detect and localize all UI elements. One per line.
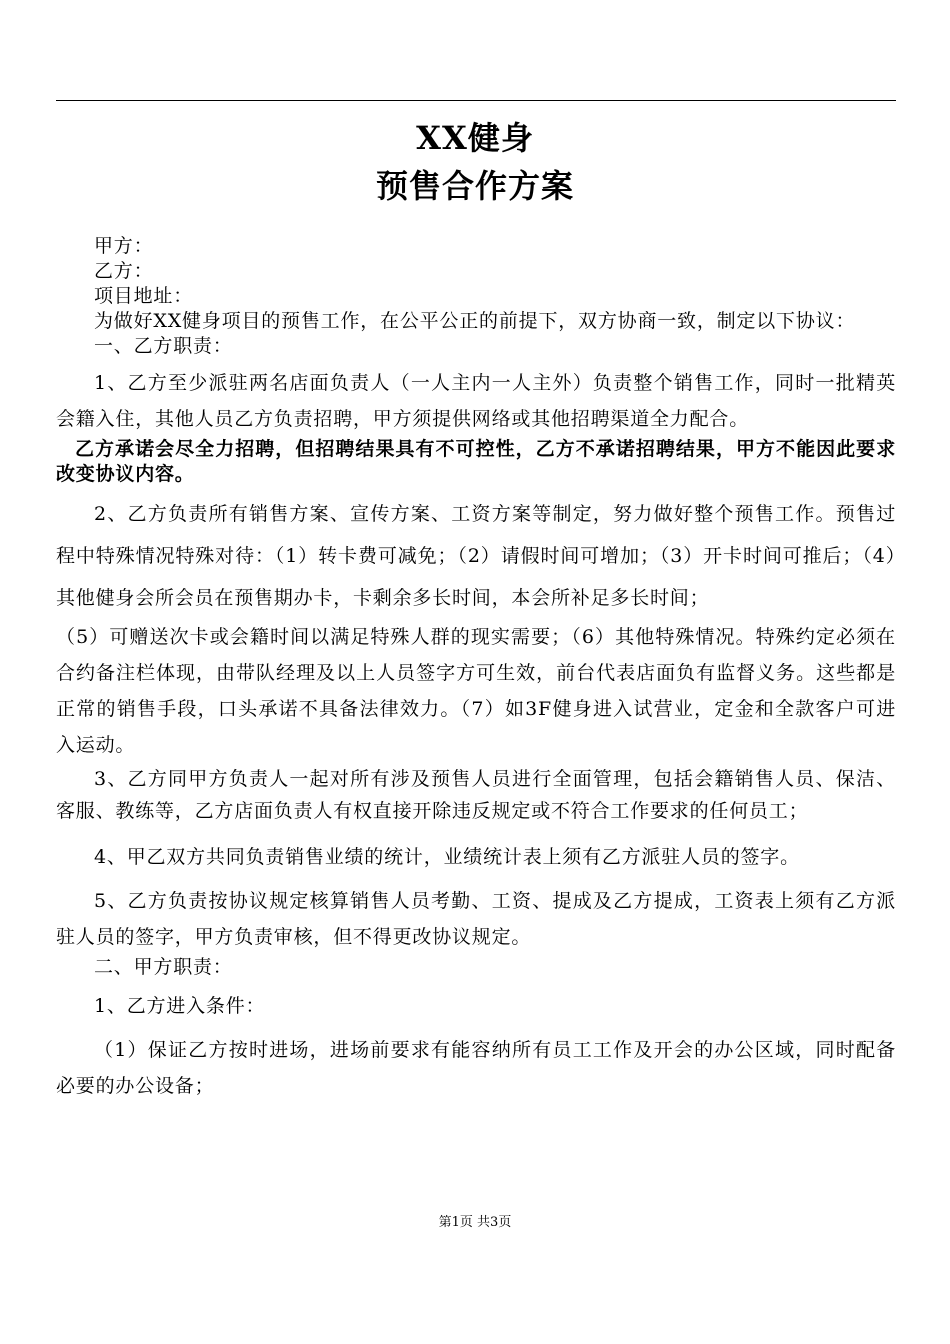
document-body	[56, 234, 896, 1104]
document-subtitle: 预售合作方案	[375, 167, 574, 205]
document-title: XX健身	[416, 119, 534, 157]
party-a-field: 甲方：	[94, 235, 154, 257]
section1-item1-bold-note: 乙方承诺会尽全力招聘，但招聘结果具有不可控性，乙方不承诺招聘结果，甲方不能因此要求改变协议内容。	[56, 438, 896, 485]
section2-heading: 二、甲方职责：	[94, 956, 233, 978]
party-b-field: 乙方：	[94, 260, 154, 282]
section1-item2-part1: 2、乙方负责所有销售方案、宣传方案、工资方案等制定，努力做好整个预售工作。预售过程中特殊情况特殊对待：（1）转卡费可减免；（2）请假时间可增加；（3）开卡时间可推后；（4）其他健身会所会员在预售期办卡，卡剩余多长时间，本会所补足多长时间；	[56, 503, 896, 609]
page-number: 第1页 共3页	[438, 1215, 512, 1230]
section2-item1-1: （1）保证乙方按时进场，进场前要求有能容纳所有员工工作及开会的办公区域，同时配备必要的办公设备；	[56, 1039, 896, 1097]
section1-heading: 一、乙方职责：	[94, 335, 233, 357]
section1-item4: 4、甲乙双方共同负责销售业绩的统计，业绩统计表上须有乙方派驻人员的签字。	[94, 846, 800, 868]
section1-item5: 5、乙方负责按协议规定核算销售人员考勤、工资、提成及乙方提成，工资表上须有乙方派驻人员的签字，甲方负责审核，但不得更改协议规定。	[56, 890, 896, 948]
section1-item3: 3、乙方同甲方负责人一起对所有涉及预售人员进行全面管理，包括会籍销售人员、保洁、客服、教练等，乙方店面负责人有权直接开除违反规定或不符合工作要求的任何员工；	[56, 768, 896, 822]
section1-item1: 1、乙方至少派驻两名店面负责人（一人主内一人主外）负责整个销售工作，同时一批精英会籍入住，其他人员乙方负责招聘，甲方须提供网络或其他招聘渠道全力配合。	[56, 372, 896, 430]
header-rule	[56, 100, 896, 101]
address-field: 项目地址：	[94, 285, 194, 307]
section2-item1: 1、乙方进入条件：	[94, 995, 266, 1017]
section1-item2-part2: （5）可赠送次卡或会籍时间以满足特殊人群的现实需要；（6）其他特殊情况。特殊约定必须在合约备注栏体现，由带队经理及以上人员签字方可生效，前台代表店面负有监督义务。这些都是正常的销售手段，口头承诺不具备法律效力。（7）如3F健身进入试营业，定金和全款客户可进入运动。	[56, 626, 896, 756]
intro-paragraph: 为做好XX健身项目的预售工作，在公平公正的前提下，双方协商一致，制定以下协议：	[94, 310, 856, 332]
